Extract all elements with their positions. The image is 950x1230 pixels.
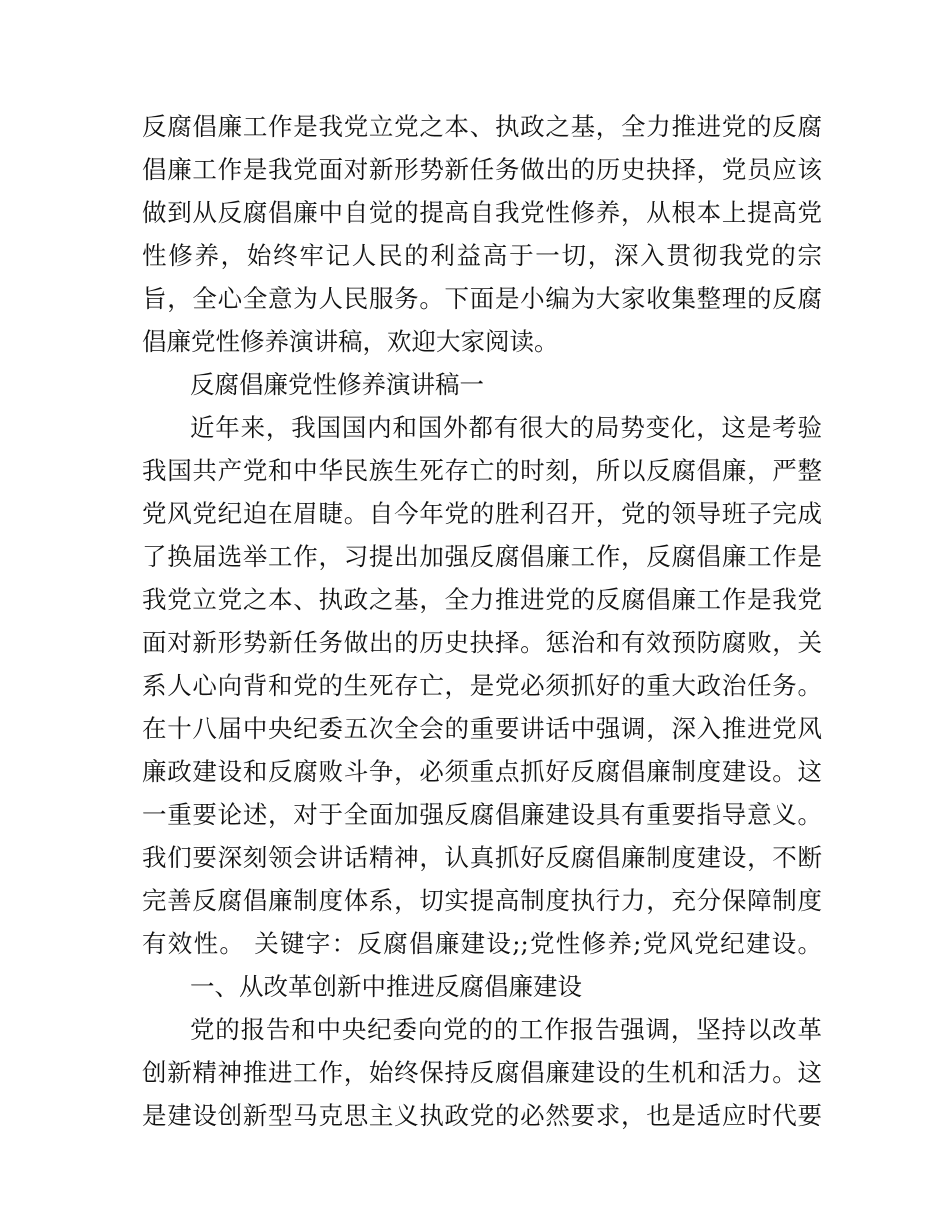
text-line: 倡廉工作是我党面对新形势新任务做出的历史抉择，党员应该 [142, 155, 822, 184]
text-line: 创新精神推进工作，始终保持反腐倡廉建设的生机和活力。这 [142, 1058, 822, 1087]
text-line: 系人心向背和党的生死存亡，是党必须抓好的重大政治任务。 [142, 671, 822, 700]
section-heading: 反腐倡廉党性修养演讲稿一 [190, 370, 484, 399]
text-line: 我们要深刻领会讲话精神，认真抓好反腐倡廉制度建设，不断 [142, 843, 822, 872]
text-line: 党风党纪迫在眉睫。自今年党的胜利召开，党的领导班子完成 [142, 499, 822, 528]
section-heading: 一、从改革创新中推进反腐倡廉建设 [190, 972, 582, 1001]
text-line: 近年来，我国国内和国外都有很大的局势变化，这是考验 [190, 413, 822, 442]
text-line: 旨，全心全意为人民服务。下面是小编为大家收集整理的反腐 [142, 284, 822, 313]
text-line: 性修养，始终牢记人民的利益高于一切，深入贯彻我党的宗 [142, 241, 822, 270]
text-line: 倡廉党性修养演讲稿，欢迎大家阅读。 [142, 327, 559, 356]
text-line: 一重要论述，对于全面加强反腐倡廉建设具有重要指导意义。 [142, 800, 822, 829]
text-line: 廉政建设和反腐败斗争，必须重点抓好反腐倡廉制度建设。这 [142, 757, 822, 786]
text-line: 党的报告和中央纪委向党的的工作报告强调，坚持以改革 [190, 1015, 822, 1044]
text-line: 面对新形势新任务做出的历史抉择。惩治和有效预防腐败，关 [142, 628, 822, 657]
text-line: 做到从反腐倡廉中自觉的提高自我党性修养，从根本上提高党 [142, 198, 822, 227]
text-line: 在十八届中央纪委五次全会的重要讲话中强调，深入推进党风 [142, 714, 822, 743]
text-line: 完善反腐倡廉制度体系，切实提高制度执行力，充分保障制度 [142, 886, 822, 915]
text-line: 我党立党之本、执政之基，全力推进党的反腐倡廉工作是我党 [142, 585, 822, 614]
text-line: 了换届选举工作，习提出加强反腐倡廉工作，反腐倡廉工作是 [142, 542, 822, 571]
text-line: 我国共产党和中华民族生死存亡的时刻，所以反腐倡廉，严整 [142, 456, 822, 485]
text-line: 反腐倡廉工作是我党立党之本、执政之基，全力推进党的反腐 [142, 112, 822, 141]
keywords-line: 有效性。 关键字：反腐倡廉建设;;党性修养;党风党纪建设。 [142, 929, 822, 958]
document-body [142, 105, 822, 1137]
text-line: 是建设创新型马克思主义执政党的必然要求，也是适应时代要 [142, 1101, 822, 1130]
